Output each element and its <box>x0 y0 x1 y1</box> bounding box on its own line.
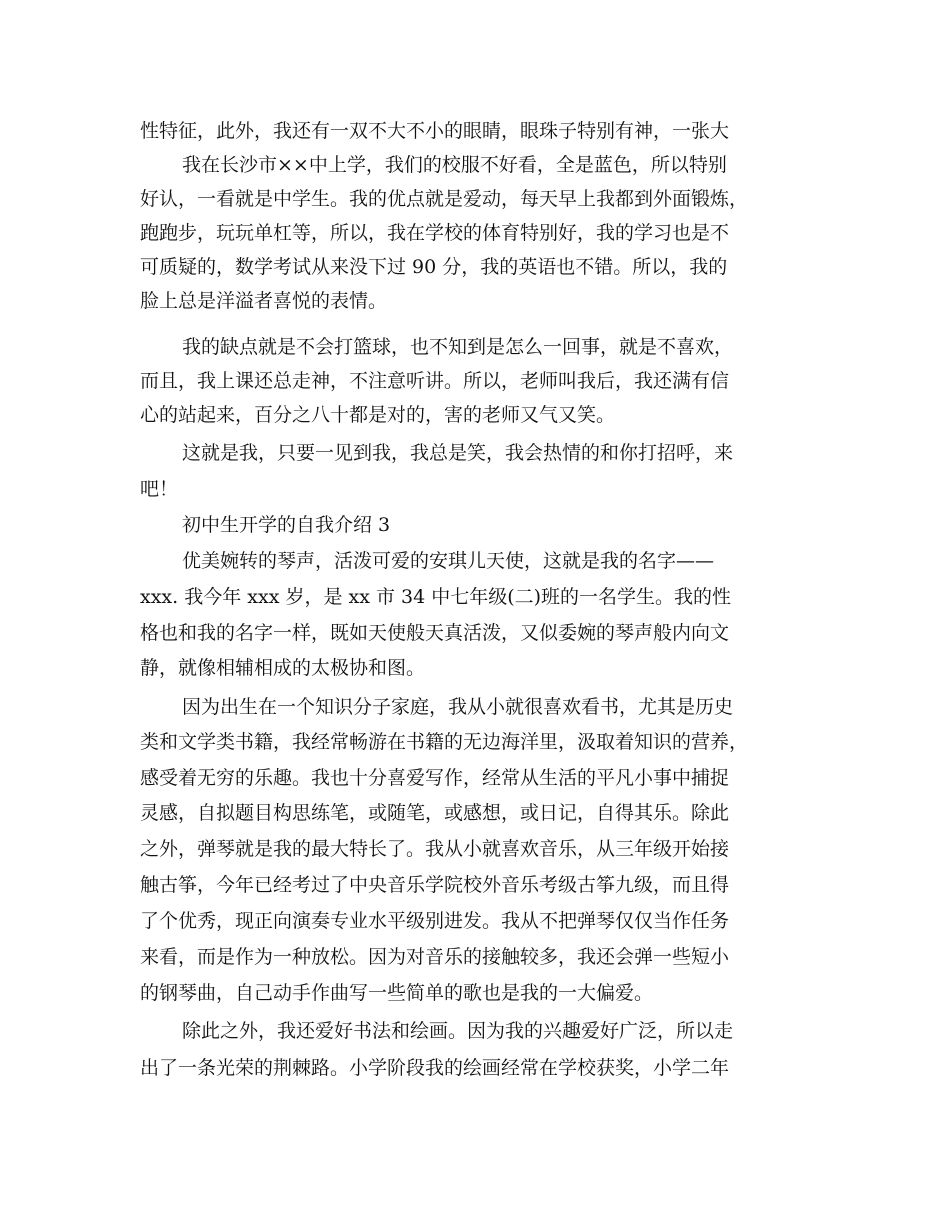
text-line: 类和文学类书籍，我经常畅游在书籍的无边海洋里，汲取着知识的营养， <box>140 731 749 753</box>
text-line: 的钢琴曲，自己动手作曲写一些简单的歌也是我的一大偏爱。 <box>140 982 654 1004</box>
text-line: 我在长沙市××中上学，我们的校服不好看，全是蓝色，所以特别 <box>182 154 727 176</box>
text-line: 心的站起来，百分之八十都是对的，害的老师又气又笑。 <box>140 404 616 426</box>
text-line: 灵感，自拟题目构思练笔，或随笔，或感想，或日记，自得其乐。除此 <box>140 802 730 824</box>
text-line: 除此之外，我还爱好书法和绘画。因为我的兴趣爱好广泛，所以走 <box>182 1020 734 1042</box>
text-line: 吧！ <box>140 478 179 500</box>
text-line: 之外，弹琴就是我的最大特长了。我从小就喜欢音乐，从三年级开始接 <box>140 838 730 860</box>
text-line: 可质疑的，数学考试从来没下过 90 分，我的英语也不错。所以，我的 <box>140 256 728 278</box>
text-line: 脸上总是洋溢者喜悦的表情。 <box>140 290 388 312</box>
text-line: 因为出生在一个知识分子家庭，我从小就很喜欢看书，尤其是历史 <box>182 696 734 718</box>
text-line: 了个优秀，现正向演奏专业水平级别进发。我从不把弹琴仅仅当作任务 <box>140 910 730 932</box>
text-line: 优美婉转的琴声，活泼可爱的安琪儿天使，这就是我的名字—— <box>182 550 715 572</box>
text-line: 性特征，此外，我还有一双不大不小的眼睛，眼珠子特别有神，一张大 <box>140 120 730 142</box>
text-line: 跑跑步，玩玩单杠等，所以，我在学校的体育特别好，我的学习也是不 <box>140 222 730 244</box>
text-line: 好认，一看就是中学生。我的优点就是爱动，每天早上我都到外面锻炼， <box>140 188 749 210</box>
text-line: xxx. 我今年 xxx 岁，是 xx 市 34 中七年级(二)班的一名学生。我的性 <box>140 586 732 608</box>
text-line: 触古筝，今年已经考过了中央音乐学院校外音乐考级古筝九级，而且得 <box>140 874 730 896</box>
text-line: 这就是我，只要一见到我，我总是笑，我会热情的和你打招呼，来 <box>182 442 734 464</box>
text-line: 静，就像相辅相成的太极协和图。 <box>140 657 426 679</box>
text-line: 而且，我上课还总走神，不注意听讲。所以，老师叫我后，我还满有信 <box>140 370 730 392</box>
text-line: 出了一条光荣的荆棘路。小学阶段我的绘画经常在学校获奖，小学二年 <box>140 1057 730 1079</box>
text-line: 我的缺点就是不会打篮球，也不知到是怎么一回事，就是不喜欢， <box>182 336 734 358</box>
text-line: 感受着无穷的乐趣。我也十分喜爱写作，经常从生活的平凡小事中捕捉 <box>140 767 730 789</box>
text-line: 来看，而是作为一种放松。因为对音乐的接触较多，我还会弹一些短小 <box>140 946 730 968</box>
section-heading: 初中生开学的自我介绍 3 <box>182 514 391 536</box>
text-line: 格也和我的名字一样，既如天使般天真活泼，又似委婉的琴声般内向文 <box>140 622 730 644</box>
